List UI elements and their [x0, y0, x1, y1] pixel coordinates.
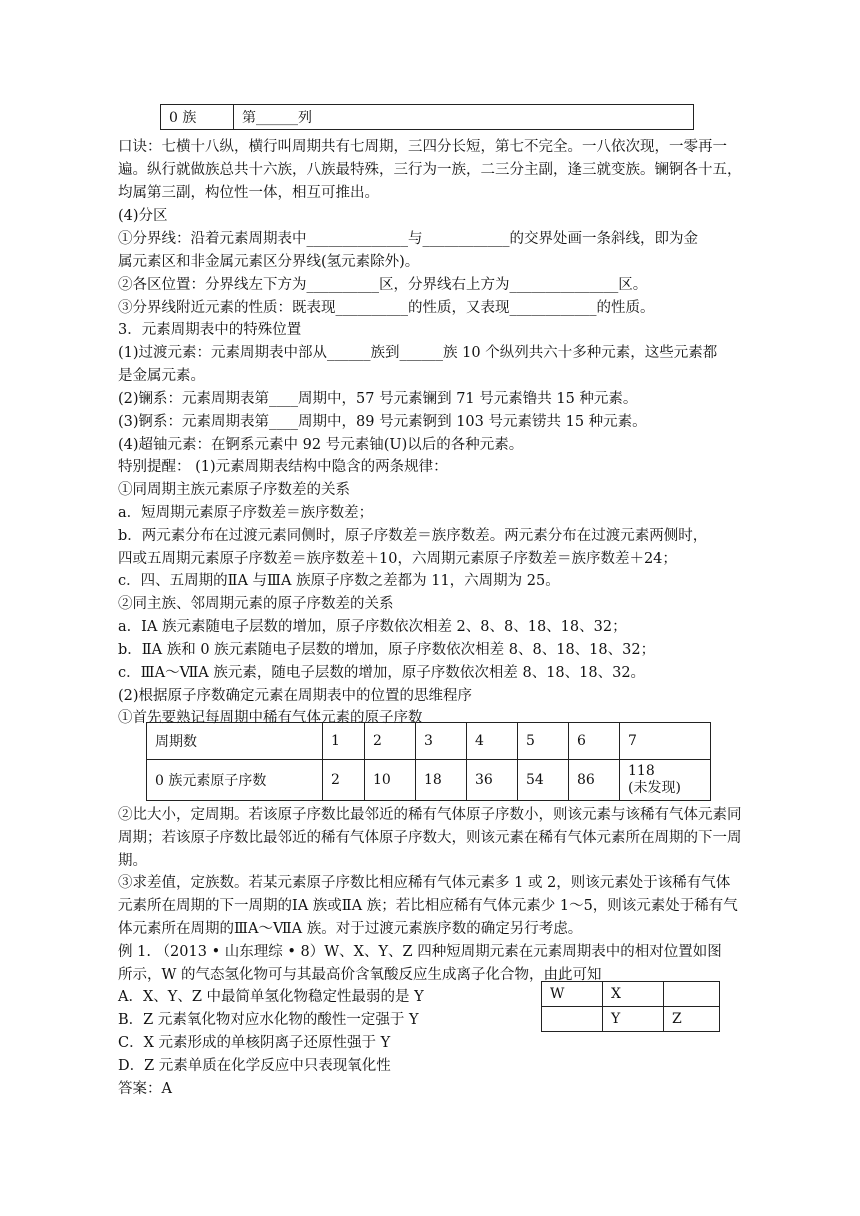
transition-elements-text-cont: 是金属元素。	[118, 368, 205, 384]
option-d: D．Z 元素单质在化学反应中只表现氧化性	[118, 1058, 391, 1074]
group-zero-table	[160, 104, 694, 130]
lanthanides-text: (2)镧系：元素周期表第____周期中，57 号元素镧到 71 号元素镥共 15 种元素。	[118, 391, 638, 407]
table-header-cell: 2	[365, 723, 416, 760]
table-cell: X	[603, 982, 664, 1007]
transuranium-text: (4)超铀元素：在锕系元素中 92 号元素铀(U)以后的各种元素。	[118, 437, 524, 453]
table-row	[542, 982, 720, 1007]
answer-text: 答案：A	[118, 1081, 172, 1097]
table-cell: 36	[467, 760, 518, 801]
rule-b-text: b．两元素分布在过渡元素同侧时，原子序数差＝族序数差。两元素分布在过渡元素两侧时，	[118, 528, 708, 544]
actinides-text: (3)锕系：元素周期表第____周期中，89 号元素锕到 103 号元素铹共 15 种元素。	[118, 414, 647, 430]
special-positions-heading: 3．元素周期表中的特殊位置	[118, 322, 302, 338]
transition-elements-text: (1)过渡元素：元素周期表中部从______族到______族 10 个纵列共六十多种元素，这些元素都	[118, 345, 718, 361]
table-cell: 10	[365, 760, 416, 801]
boundary-line-text: ①分界线：沿着元素周期表中______________与____________的交界处画一条斜线，即为金	[118, 231, 698, 247]
rule-b-text-cont: 四或五周期元素原子序数差＝族序数差＋10，六周期元素原子序数差＝族序数差＋24；	[118, 551, 677, 567]
option-b: B．Z 元素氧化物对应水化物的酸性一定强于 Y	[118, 1012, 419, 1028]
table-header-cell: 6	[569, 723, 620, 760]
table-header-cell: 3	[416, 723, 467, 760]
noble-gas-table	[146, 722, 711, 801]
table-row	[147, 760, 711, 801]
boundary-line-text-cont: 属元素区和非金属元素区分界线(氢元素除外)。	[118, 254, 420, 270]
rule-c-text: c．四、五周期的ⅡA 与ⅢA 族原子序数之差都为 11，六周期为 25。	[118, 573, 560, 589]
mnemonic-paragraph: 口诀：七横十八纵，横行叫周期共有七周期，三四分长短，第七不完全。一八依次现，一零再一遍。纵行就做族总共十六族，八族最特殊，三行为一族，二三分主副，逢三就变族。镧锕各十五，均属第三副，构位性一体，相互可推出。	[118, 139, 742, 201]
table-row	[542, 1007, 720, 1032]
same-group-rule-heading: ②同主族、邻周期元素的原子序数差的关系	[118, 596, 394, 612]
table-header-cell: 7	[620, 723, 711, 760]
undiscovered-note: (未发现)	[628, 780, 681, 796]
group-rule-b-text: b．ⅡA 族和 0 族元素随电子层数的增加，原子序数依次相差 8、8、18、18、32；	[118, 642, 656, 658]
table-cell: Y	[603, 1007, 664, 1032]
compare-size-paragraph: ②比大小，定周期。若该原子序数比最邻近的稀有气体原子序数小，则该元素与该稀有气体元素同周期；若该原子序数比最邻近的稀有气体原子序数大，则该元素在稀有气体元素所在周期的下一周期。	[118, 807, 742, 869]
table-header-cell: 周期数	[147, 723, 323, 760]
group-rule-a-text: a．ⅠA 族元素随电子层数的增加，原子序数依次相差 2、8、8、18、18、32；	[118, 619, 627, 635]
table-cell: 0 族元素原子序数	[147, 760, 323, 801]
zone-position-text: ②各区位置：分界线左下方为__________区，分界线右上方为_______________区。	[118, 277, 648, 293]
element-position-table	[541, 981, 720, 1032]
table-row	[147, 723, 711, 760]
period-seven-value: 118	[628, 763, 655, 779]
table-cell: 18	[416, 760, 467, 801]
same-period-rule-heading: ①同周期主族元素原子序数差的关系	[118, 482, 350, 498]
table-cell	[664, 982, 720, 1007]
memorize-noble-gas-text: ①首先要熟记每周期中稀有气体元素的原子序数	[118, 710, 423, 726]
section-zones-heading: (4)分区	[118, 208, 168, 224]
table-cell: W	[542, 982, 603, 1007]
table-header-cell: 1	[323, 723, 365, 760]
table-cell: 2	[323, 760, 365, 801]
group-zero-label: 0 族	[161, 105, 234, 130]
option-c: C．X 元素形成的单核阴离子还原性强于 Y	[118, 1035, 391, 1051]
table-cell: 86	[569, 760, 620, 801]
group-zero-column-blank: 第______列	[234, 105, 694, 130]
table-cell: 54	[518, 760, 569, 801]
example-question-line1: 例 1. （2013 • 山东理综 • 8）W、X、Y、Z 四种短周期元素在元素周期表中的相对位置如图	[118, 944, 722, 960]
table-cell	[542, 1007, 603, 1032]
difference-paragraph: ③求差值，定族数。若某元素原子序数比相应稀有气体元素多 1 或 2，则该元素处于该稀有气体元素所在周期的下一周期的ⅠA 族或ⅡA 族；若比相应稀有气体元素少 1～5，则该元素处于稀有气体元素所在周期的ⅢA～ⅦA 族。对于过渡元素族序数的确定另行考虑。	[118, 875, 738, 937]
special-note-heading: 特别提醒： (1)元素周期表结构中隐含的两条规律：	[118, 459, 448, 475]
group-rule-c-text: c．ⅢA～ⅦA 族元素，随电子层数的增加，原子序数依次相差 8、18、18、32。	[118, 665, 646, 681]
table-header-cell: 4	[467, 723, 518, 760]
rule-a-text: a．短周期元素原子序数差＝族序数差；	[118, 505, 374, 521]
boundary-properties-text: ③分界线附近元素的性质：既表现__________的性质，又表现____________的性质。	[118, 300, 655, 316]
table-header-cell: 5	[518, 723, 569, 760]
procedure-heading: (2)根据原子序数确定元素在周期表中的位置的思维程序	[118, 688, 473, 704]
option-a: A．X、Y、Z 中最简单氢化物稳定性最弱的是 Y	[118, 989, 424, 1005]
table-cell	[620, 760, 711, 801]
example-question-line2: 所示，W 的气态氢化物可与其最高价含氧酸反应生成离子化合物，由此可知	[118, 967, 602, 983]
table-cell: Z	[664, 1007, 720, 1032]
